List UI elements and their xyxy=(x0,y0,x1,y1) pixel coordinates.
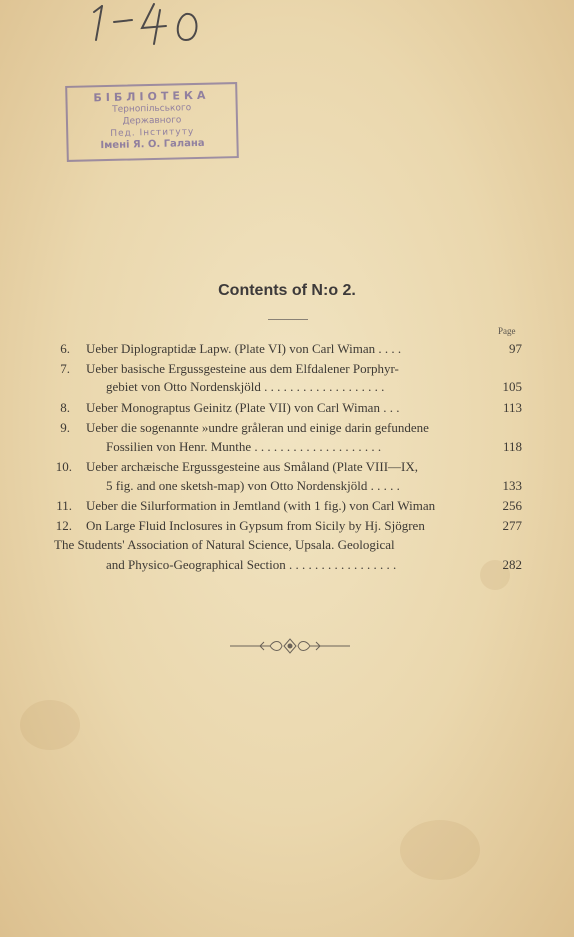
entry-number: 9. xyxy=(60,420,70,435)
stamp-line: БІБЛІОТЕКА xyxy=(93,88,210,105)
entry-text: gebiet von Otto Nordenskjöld . . . . . . . . . . . . . . . . . . . xyxy=(106,379,385,394)
entry-number: 6. xyxy=(60,341,70,356)
entry-page: 97 xyxy=(509,341,522,356)
entry-text: On Large Fluid Inclosures in Gypsum from Sicily by Hj. Sjögren xyxy=(86,518,425,533)
entry-text: The Students' Association of Natural Science, Upsala. Geological xyxy=(54,537,395,552)
entry-text: Ueber basische Ergussgesteine aus dem Elfdalener Porphyr- xyxy=(86,361,399,376)
stamp-line: Тернопільського xyxy=(112,103,192,115)
entry-text: Fossilien von Henr. Munthe . . . . . . . . . . . . . . . . . . . . xyxy=(106,439,382,454)
entry-page: 133 xyxy=(502,478,522,493)
entry-text: Ueber die Silurformation in Jemtland (with 1 fig.) von Carl Wiman xyxy=(86,498,436,513)
entry-page: 113 xyxy=(502,400,522,415)
entry-text: Ueber Monograptus Geinitz (Plate VII) von Carl Wiman . . . xyxy=(86,400,400,415)
decorative-ornament xyxy=(200,636,380,656)
entry-number: 12. xyxy=(55,518,72,533)
stamp-line: Державного xyxy=(122,115,182,127)
entry-page: 118 xyxy=(502,439,522,454)
entry-number: 7. xyxy=(60,361,70,376)
entry-text: Ueber archæische Ergussgesteine aus Småland (Plate VIII—IX, xyxy=(86,459,419,474)
page-column-header: Page xyxy=(498,326,516,336)
entry-page: 282 xyxy=(502,557,522,572)
entry-page: 105 xyxy=(502,379,522,394)
entry-page: 277 xyxy=(502,518,522,533)
entry-text: and Physico-Geographical Section . . . . . . . . . . . . . . . . . xyxy=(106,557,397,572)
entry-page: 256 xyxy=(502,498,522,513)
entry-text: Ueber Diplograptidæ Lapw. (Plate VI) von Carl Wiman . . . . xyxy=(86,341,402,356)
entry-text: Ueber die sogenannte »undre gråleran und einige darin gefundene xyxy=(86,420,429,435)
entry-number: 8. xyxy=(60,400,70,415)
contents-title: Contents of N:o 2. xyxy=(218,282,356,299)
stamp-line: Пед. Інституту xyxy=(110,127,195,139)
stamp-line: Імені Я. О. Галана xyxy=(100,137,205,152)
entry-number: 11. xyxy=(56,498,72,513)
entry-number: 10. xyxy=(55,459,72,474)
entry-text: 5 fig. and one sketsh-map) von Otto Nordenskjöld . . . . . xyxy=(106,478,400,493)
